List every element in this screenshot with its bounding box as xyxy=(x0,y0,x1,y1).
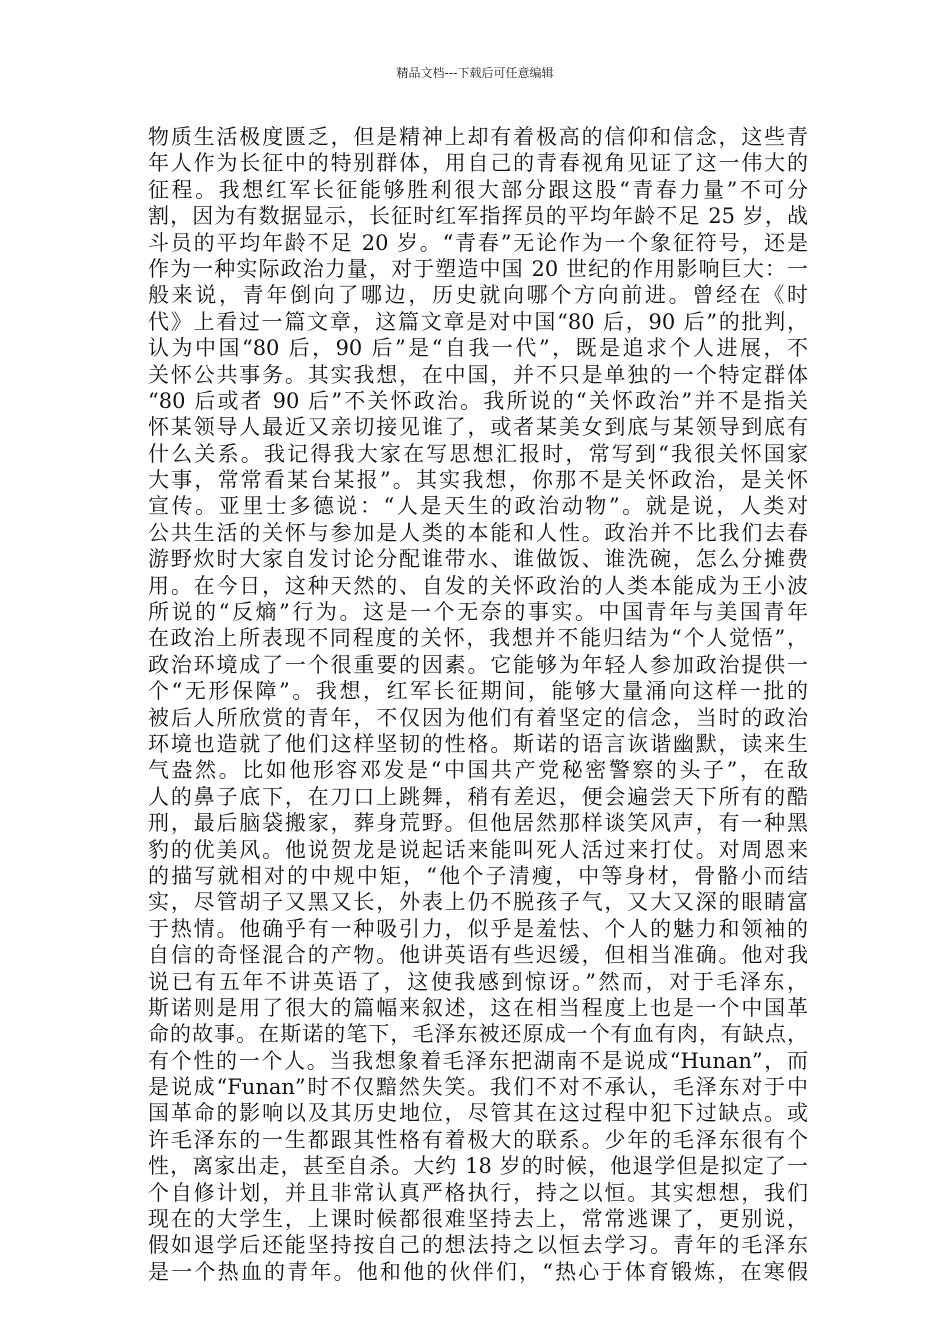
text-line: 是一个热血的青年。他和他的伙伴们，“热心于体育锻炼，在寒假 xyxy=(148,1259,808,1284)
text-line: 年人作为长征中的特别群体，用自己的青春视角见证了这一伟大的 xyxy=(148,151,808,176)
text-line: 是说成“Funan”时不仅黯然失笑。我们不对不承认，毛泽东对于中 xyxy=(148,1075,808,1100)
text-line: 斗员的平均年龄不足 20 岁。“青春”无论作为一个象征符号，还是 xyxy=(148,230,808,255)
text-line: 被后人所欣赏的青年，不仅因为他们有着坚定的信念，当时的政治 xyxy=(148,705,808,730)
text-line: 什么关系。我记得我大家在写思想汇报时，常写到“我很关怀国家 xyxy=(148,441,808,466)
text-line: 许毛泽东的一生都跟其性格有着极大的联系。少年的毛泽东很有个 xyxy=(148,1127,808,1152)
text-line: 个“无形保障”。我想，红军长征期间，能够大量涌向这样一批的 xyxy=(148,679,808,704)
text-line: 游野炊时大家自发讨论分配谁带水、谁做饭、谁洗碗，怎么分摊费 xyxy=(148,547,808,572)
text-line: 物质生活极度匮乏，但是精神上却有着极高的信仰和信念，这些青 xyxy=(148,125,808,149)
text-line: 环境也造就了他们这样坚韧的性格。斯诺的语言诙谐幽默，读来生 xyxy=(148,731,808,756)
text-line: 说已有五年不讲英语了，这使我感到惊讶。”然而，对于毛泽东， xyxy=(148,969,808,994)
text-line: 作为一种实际政治力量，对于塑造中国 20 世纪的作用影响巨大：一 xyxy=(148,256,808,281)
text-line: 代》上看过一篇文章，这篇文章是对中国“80 后，90 后”的批判， xyxy=(148,309,808,334)
text-line: 征程。我想红军长征能够胜利很大部分跟这股“青春力量”不可分 xyxy=(148,177,808,202)
text-line: 割，因为有数据显示，长征时红军指挥员的平均年龄不足 25 岁，战 xyxy=(148,204,808,229)
text-line: 豹的优美风。他说贺龙是说起话来能叫死人活过来打仗。对周恩来 xyxy=(148,837,808,862)
text-line: 斯诺则是用了很大的篇幅来叙述，这在相当程度上也是一个中国革 xyxy=(148,995,808,1020)
text-line: 所说的“反熵”行为。这是一个无奈的事实。中国青年与美国青年 xyxy=(148,600,808,625)
text-line: 自信的奇怪混合的产物。他讲英语有些迟缓，但相当准确。他对我 xyxy=(148,943,808,968)
text-line: 性，离家出走，甚至自杀。大约 18 岁的时候，他退学但是拟定了一 xyxy=(148,1154,808,1179)
text-line: “80 后或者 90 后”不关怀政治。我所说的“关怀政治”并不是指关 xyxy=(148,388,808,413)
text-line: 人的鼻子底下，在刀口上跳舞，稍有差迟，便会遍尝天下所有的酷 xyxy=(148,784,808,809)
text-line: 实，尽管胡子又黑又长，外表上仍不脱孩子气，又大又深的眼睛富 xyxy=(148,890,808,915)
text-line: 用。在今日，这种天然的、自发的关怀政治的人类本能成为王小波 xyxy=(148,573,808,598)
text-line: 般来说，青年倒向了哪边，历史就向哪个方向前进。曾经在《时 xyxy=(148,283,808,308)
page-header: 精品文档---下载后可任意编辑 xyxy=(396,66,554,80)
text-line: 有个性的一个人。当我想象着毛泽东把湖南不是说成“Hunan”，而 xyxy=(148,1048,808,1073)
text-line: 政治环境成了一个很重要的因素。它能够为年轻人参加政治提供一 xyxy=(148,652,808,677)
text-line: 命的故事。在斯诺的笔下，毛泽东被还原成一个有血有肉，有缺点， xyxy=(148,1022,808,1047)
text-line: 的描写就相对的中规中矩，“他个子清瘦，中等身材，骨骼小而结 xyxy=(148,863,808,888)
text-line: 怀某领导人最近又亲切接见谁了，或者某美女到底与某领导到底有 xyxy=(148,415,808,440)
text-line: 宣传。亚里士多德说：“人是天生的政治动物”。就是说，人类对 xyxy=(148,494,808,519)
text-line: 气盎然。比如他形容邓发是“中国共产党秘密警察的头子”，在敌 xyxy=(148,758,808,783)
text-line: 关怀公共事务。其实我想，在中国，并不只是单独的一个特定群体 xyxy=(148,362,808,387)
text-line: 刑，最后脑袋搬家，葬身荒野。但他居然那样谈笑风声，有一种黑 xyxy=(148,811,808,836)
document-body xyxy=(148,124,808,1285)
text-line: 于热情。他确乎有一种吸引力，似乎是羞怯、个人的魅力和领袖的 xyxy=(148,916,808,941)
text-line: 国革命的影响以及其历史地位，尽管其在这过程中犯下过缺点。或 xyxy=(148,1101,808,1126)
text-line: 假如退学后还能坚持按自己的想法持之以恒去学习。青年的毛泽东 xyxy=(148,1233,808,1258)
text-line: 认为中国“80 后，90 后”是“自我一代”，既是追求个人进展，不 xyxy=(148,336,808,361)
text-line: 现在的大学生，上课时候都很难坚持去上，常常逃课了，更别说， xyxy=(148,1207,808,1232)
text-line: 个自修计划，并且非常认真严格执行，持之以恒。其实想想，我们 xyxy=(148,1180,808,1205)
text-line: 公共生活的关怀与参加是人类的本能和人性。政治并不比我们去春 xyxy=(148,520,808,545)
text-line: 在政治上所表现不同程度的关怀，我想并不能归结为“个人觉悟”， xyxy=(148,626,808,651)
text-line: 大事，常常看某台某报”。其实我想，你那不是关怀政治，是关怀 xyxy=(148,468,808,493)
